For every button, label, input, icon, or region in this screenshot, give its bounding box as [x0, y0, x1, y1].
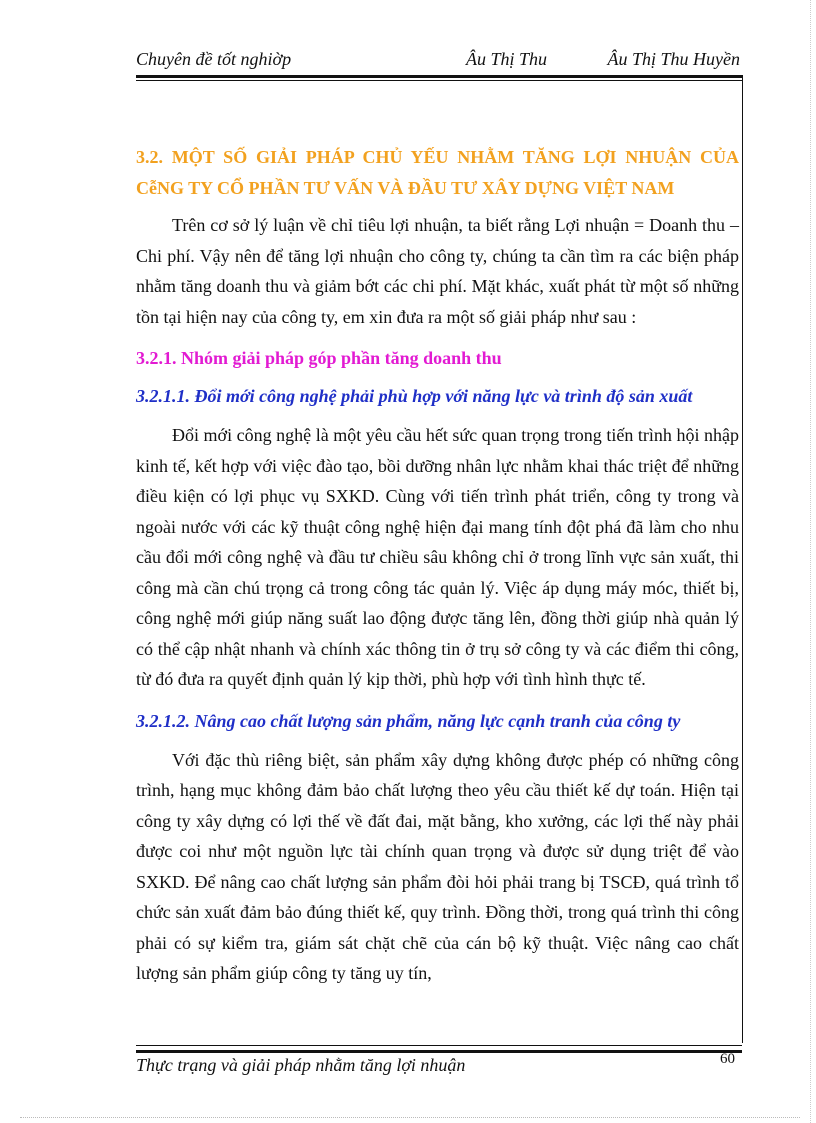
page-number: 60: [720, 1051, 735, 1067]
header-rule-thin: [136, 80, 742, 81]
footer-rule-thick: [136, 1050, 742, 1053]
item2-body: Với đặc thù riêng biệt, sản phẩm xây dựng không được phép có những công trình, hạng mục không đảm bảo chất lượng theo yêu cầu thiết kế dự toán. Hiện tại công ty xây dựng có lợi thế về đất đai, mặt bằng, kho xưởng, các lợi thế này phải được coi như một nguồn lực tài chính quan trọng và được sử dụng triệt để vào SXKD. Để nâng cao chất lượng sản phẩm đòi hỏi phải trang bị TSCĐ, quá trình tổ chức sản xuất đảm bảo đúng thiết kế, quy trình. Đồng thời, trong quá trình thi công phải có sự kiểm tra, giám sát chặt chẽ của cán bộ kỹ thuật. Việc nâng cao chất lượng sản phẩm giúp công ty tăng uy tín,: [136, 749, 739, 983]
section-title-line1: 3.2. MỘT SỐ GIẢI PHÁP CHỦ YẾU NHẰM TĂNG LỢI NHUẬN CỦA: [136, 147, 739, 167]
header-author-short: Âu Thị Thu: [466, 49, 548, 69]
running-header: [136, 47, 742, 75]
section-title-line2: CễNG TY CỔ PHẦN TƯ VẤN VÀ ĐẦU TƯ XÂY DỰNG VIỆT NAM: [136, 178, 675, 198]
footer-rule-thin: [136, 1045, 742, 1046]
header-left: Chuyên đề tốt nghiờp: [136, 49, 292, 69]
page-edge-bottom: [20, 1117, 800, 1118]
item1-title: 3.2.1.1. Đổi mới công nghệ phải phù hợp với năng lực và trình độ sản xuất: [136, 386, 693, 406]
page-frame-rule: [742, 75, 743, 1043]
header-author: Âu Thị Thu Huyền: [607, 49, 740, 69]
header-rule-thick: [136, 75, 742, 78]
section-intro: Trên cơ sở lý luận về chỉ tiêu lợi nhuận, ta biết rằng Lợi nhuận = Doanh thu – Chi phí. Vậy nên để tăng lợi nhuận cho công ty, chúng ta cần tìm ra các biện pháp nhằm tăng doanh thu và giảm bớt các chi phí. Mặt khác, xuất phát từ một số những tồn tại hiện nay của công ty, em xin đưa ra một số giải pháp như sau :: [136, 215, 739, 327]
subsection-title: 3.2.1. Nhóm giải pháp góp phần tăng doanh thu: [136, 348, 502, 368]
page-edge-right: [810, 0, 811, 1123]
item2-title: 3.2.1.2. Nâng cao chất lượng sản phẩm, năng lực cạnh tranh của công ty: [136, 710, 681, 731]
item1-body: Đổi mới công nghệ là một yêu cầu hết sức quan trọng trong tiến trình hội nhập kinh tế, kết hợp với việc đào tạo, bồi dưỡng nhân lực nhằm khai thác triệt để những điều kiện có lợi phục vụ SXKD. Cùng với tiến trình phát triển, công ty trong và ngoài nước với các kỹ thuật công nghệ hiện đại mang tính đột phá đã làm cho nhu cầu đổi mới công nghệ và đầu tư chiều sâu không chỉ ở trong lĩnh vực sản xuất, thi công mà cần chú trọng cả trong công tác quản lý. Việc áp dụng máy móc, thiết bị, công nghệ mới giúp năng suất lao động được tăng lên, đồng thời giúp nhà quản lý có thể cập nhật nhanh và chính xác thông tin ở trụ sở công ty và các điểm thi công, từ đó đưa ra quyết định quản lý kịp thời, phù hợp với tình hình thực tế.: [136, 425, 739, 689]
footer-title: Thực trạng và giải pháp nhằm tăng lợi nhuận: [136, 1055, 466, 1075]
page-content: [136, 142, 739, 989]
